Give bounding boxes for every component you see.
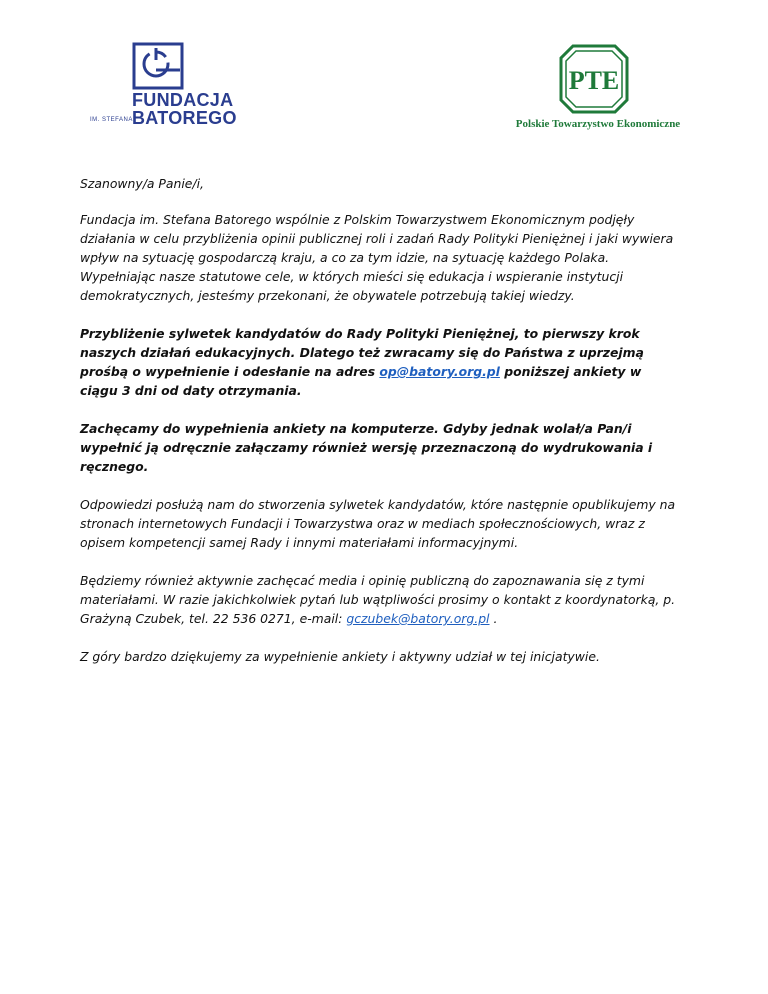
batory-logo-line1: FUNDACJA bbox=[132, 90, 234, 110]
batory-logo-prefix: IM. STEFANA bbox=[90, 117, 133, 123]
letter-paragraph-2-text: Przybliżenie sylwetek kandydatów do Rady Polityki Pieniężnej, to pierwszy krok naszych działań edukacyjnych. Dlatego też zwracamy się do Państwa z uprzejmą prośbą o wypełnienie i odesłanie na adres bbox=[80, 326, 644, 379]
letter-paragraph-5 bbox=[80, 571, 680, 628]
letter-paragraph-2 bbox=[80, 324, 680, 400]
email-link-gczubek[interactable]: gczubek@batory.org.pl bbox=[346, 611, 490, 626]
batory-logo-line2: BATOREGO bbox=[132, 108, 237, 128]
letter-closing: Z góry bardzo dziękujemy za wypełnienie ankiety i aktywny udział w tej inicjatywie. bbox=[80, 649, 600, 664]
letter-paragraph-2-tail: poniższej ankiety w ciągu 3 dni od daty otrzymania. bbox=[80, 364, 642, 398]
letter-paragraph-5-text: Będziemy również aktywnie zachęcać media i opinię publiczną do zapoznawania się z tymi materiałami. W razie jakichkolwiek pytań lub wątpliwości prosimy o kontakt z koordynatorką, p. Grażyną Czubek, tel. 22 536 0271, e-mail: bbox=[80, 573, 676, 626]
letter-paragraph-1: Fundacja im. Stefana Batorego wspólnie z Polskim Towarzystwem Ekonomicznym podjęły działania w celu przybliżenia opinii publicznej roli i zadań Rady Polityki Pieniężnej i jaki wywiera wpływ na sytuację gospodarczą kraju, a co za tym idzie, na sytuację każdego Polaka. Wypełniając nasze statutowe cele, w których mieści się edukacja i wspieranie instytucji demokratycznych, jesteśmy przekonani, że obywatele potrzebują takiej wiedzy. bbox=[80, 212, 674, 303]
letter-greeting: Szanowny/a Panie/i, bbox=[80, 176, 204, 191]
letter-paragraph-3: Zachęcamy do wypełnienia ankiety na komputerze. Gdyby jednak wolał/a Pan/i wypełnić ją odręcznie załączamy również wersję przeznaczoną do wydrukowania i ręcznego. bbox=[80, 421, 653, 474]
letter-body bbox=[80, 174, 680, 685]
email-link-op[interactable]: op@batory.org.pl bbox=[379, 364, 500, 379]
pte-logo-mark: PTE bbox=[568, 66, 620, 95]
letter-paragraph-5-tail: . bbox=[489, 611, 498, 626]
batory-logo bbox=[90, 42, 237, 132]
pte-logo-caption: Polskie Towarzystwo Ekonomiczne bbox=[515, 118, 681, 130]
letter-paragraph-4: Odpowiedzi posłużą nam do stworzenia sylwetek kandydatów, które następnie opublikujemy na stronach internetowych Fundacji i Towarzystwa oraz w mediach społecznościowych, wraz z opisem kompetencji samej Rady i innymi materiałami informacyjnymi. bbox=[80, 497, 676, 550]
pte-logo bbox=[559, 44, 629, 114]
batory-emblem-icon bbox=[132, 42, 184, 90]
